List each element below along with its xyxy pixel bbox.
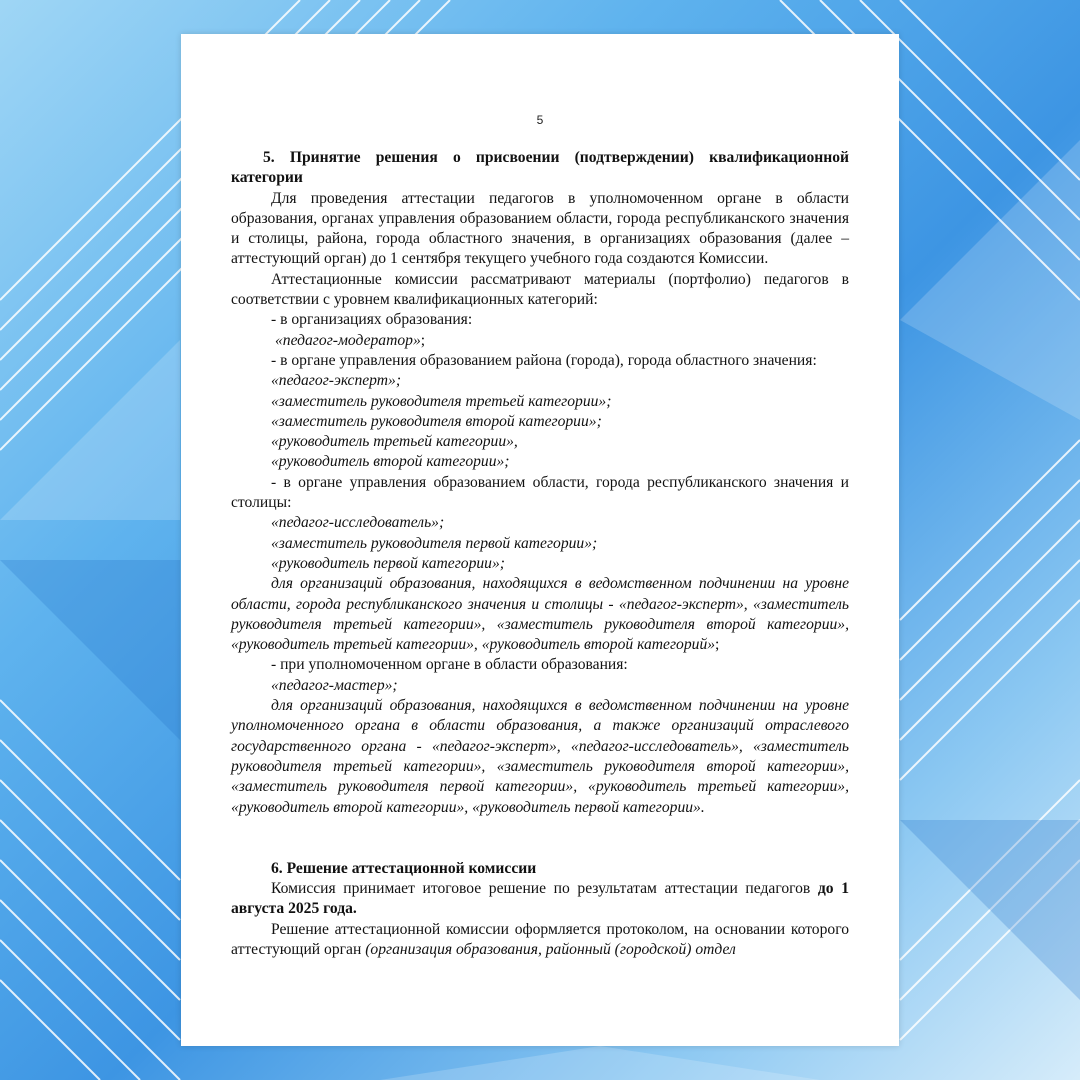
list-item: «руководитель первой категории»;: [271, 554, 505, 572]
list-item: «педагог-мастер»;: [271, 676, 398, 694]
list-item: «руководитель третьей категории»,: [271, 433, 518, 451]
document-body: [231, 148, 849, 960]
list-item: - в организациях образования:: [271, 311, 473, 329]
section-5-heading: 5. Принятие решения о присвоении (подтверждении) квалификационной категории: [231, 149, 849, 187]
paragraph: Аттестационные комиссии рассматривают материалы (портфолио) педагогов в соответствии с уровнем квалификационных категорий:: [231, 270, 849, 309]
paragraph: [231, 879, 849, 920]
list-item: [231, 574, 849, 655]
list-item: «педагог-исследователь»;: [271, 514, 445, 532]
list-item: для организаций образования, находящихся в ведомственном подчинении на уровне уполномоченного органа в области образования, а также организаций отраслевого государственного органа - «педагог-эксперт», «педагог-исследователь», «заместитель руководителя третьей категории», «заместитель руководителя второй категории», «заместитель руководителя первой категории», «руководитель третьей категории», «руководитель второй категории», «руководитель первой категории».: [231, 697, 849, 816]
paragraph-text: Комиссия принимает итоговое решение по результатам аттестации педагогов: [271, 880, 811, 898]
list-item: «заместитель руководителя третьей категории»;: [271, 392, 612, 410]
document-page: [181, 34, 899, 1046]
section-spacer: [231, 818, 849, 859]
list-item: - в органе управления образованием района (города), города областного значения:: [271, 351, 817, 369]
punctuation: ;: [420, 331, 426, 349]
paragraph: [231, 920, 849, 961]
punctuation: ;: [715, 636, 720, 654]
list-item: «заместитель руководителя второй категории»;: [271, 412, 602, 430]
list-item: «педагог-эксперт»;: [271, 372, 402, 390]
page-number: 5: [536, 113, 544, 127]
list-text: для организаций образования, находящихся в ведомственном подчинении на уровне области, города республиканского значения и столицы - «педагог-эксперт», «заместитель руководителя третьей категории», «заместитель руководителя второй категории», «руководитель третьей категории», «руководитель второй категорий»: [231, 575, 849, 654]
paragraph: Для проведения аттестации педагогов в уполномоченном органе в области образования, органах управления образованием области, города республиканского значения и столицы, района, города областного значения, в организациях образования (далее – аттестующий орган) до 1 сентября текущего учебного года создаются Комиссии.: [231, 189, 849, 268]
paragraph-text: Решение аттестационной комиссии оформляется протоколом, на основании которого аттестующий орган: [231, 920, 849, 958]
category-name: «педагог-модератор»: [275, 331, 421, 349]
deadline-date: до 1 августа 2025 года.: [231, 880, 849, 918]
list-item: [231, 331, 849, 351]
section-6-heading: 6. Решение аттестационной комиссии: [271, 859, 537, 877]
list-item: - при уполномоченном органе в области образования:: [271, 656, 628, 674]
paragraph-italic-text: (организация образования, районный (городской) отдел: [365, 940, 736, 958]
list-item: - в органе управления образованием области, города республиканского значения и столицы:: [231, 473, 849, 512]
list-item: «руководитель второй категории»;: [271, 453, 510, 471]
list-item: «заместитель руководителя первой категории»;: [271, 534, 598, 552]
